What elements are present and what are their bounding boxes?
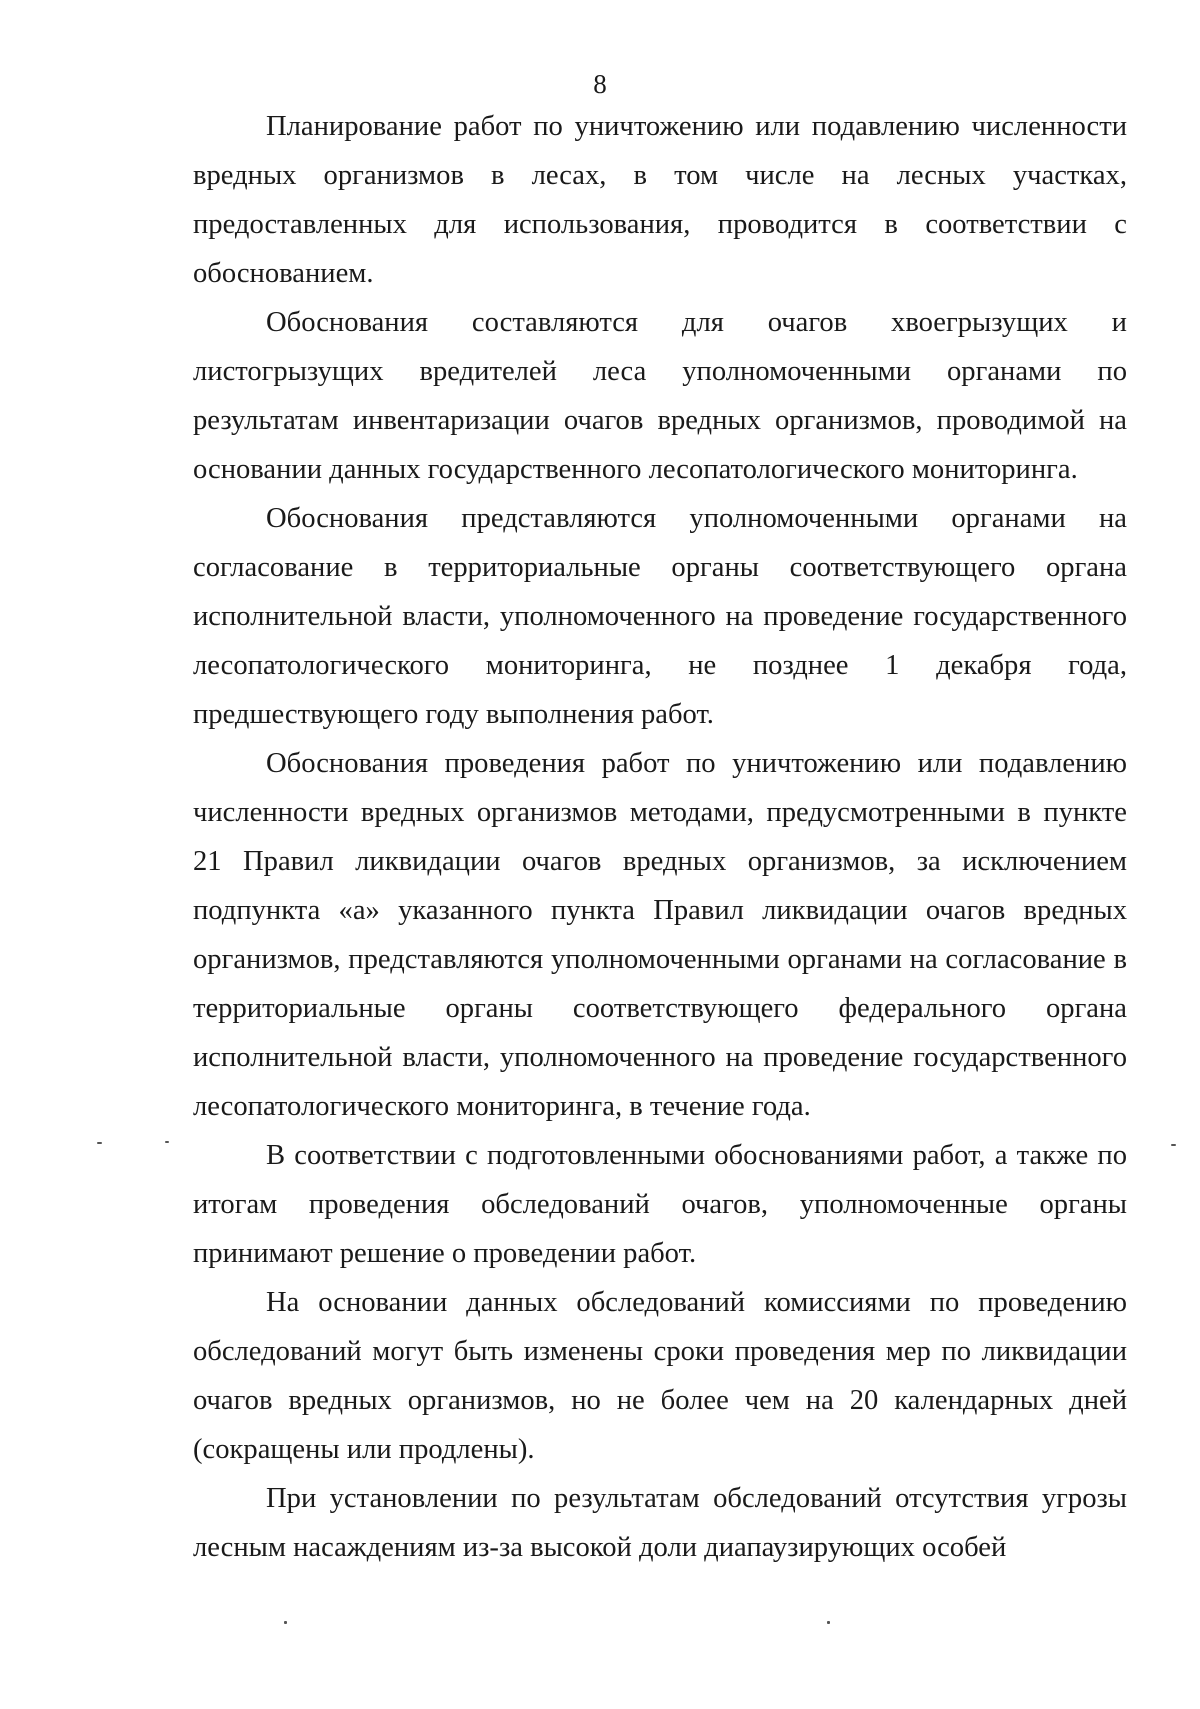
paragraph-terms-change: На основании данных обследований комиссиями по проведению обследований могут быть изменены сроки проведения мер по ликвидации очагов вредных организмов, но не более чем на 20 календарных дней (сокращены или продлены). <box>193 1287 1127 1465</box>
paragraph-justifications-compiled: Обоснования составляются для очагов хвоегрызущих и листогрызущих вредителей леса уполномоченными органами по результатам инвентаризации очагов вредных организмов, проводимой на основании данных государственного лесопатологического мониторинга. <box>193 307 1127 485</box>
scan-speck <box>97 1142 102 1144</box>
scan-speck <box>1171 1144 1176 1146</box>
scan-speck <box>165 1141 169 1143</box>
paragraph-decision: В соответствии с подготовленными обоснованиями работ, а также по итогам проведения обследований очагов, уполномоченные органы принимают решение о проведении работ. <box>193 1140 1127 1269</box>
scan-speck <box>284 1621 287 1624</box>
scan-speck <box>827 1621 830 1624</box>
page-number: 8 <box>593 69 607 99</box>
paragraph-justifications-methods: Обоснования проведения работ по уничтожению или подавлению численности вредных организмов методами, предусмотренными в пункте 21 Правил ликвидации очагов вредных организмов, за исключением подпункта «а» указанного пункта Правил ликвидации очагов вредных организмов, представляются уполномоченными органами на согласование в территориальные органы соответствующего федерального органа исполнительной власти, уполномоченного на проведение государственного лесопатологического мониторинга, в течение года. <box>193 748 1127 1122</box>
paragraph-planning: Планирование работ по уничтожению или подавлению численности вредных организмов в лесах, в том числе на лесных участках, предоставленных для использования, проводится в соответствии с обоснованием. <box>193 111 1127 289</box>
paragraph-no-threat: При установлении по результатам обследований отсутствия угрозы лесным насаждениям из-за высокой доли диапаузирующих особей <box>193 1483 1127 1563</box>
document-body <box>193 102 1127 1572</box>
paragraph-justifications-submitted: Обоснования представляются уполномоченными органами на согласование в территориальные органы соответствующего органа исполнительной власти, уполномоченного на проведение государственного лесопатологического мониторинга, не позднее 1 декабря года, предшествующего году выполнения работ. <box>193 503 1127 730</box>
